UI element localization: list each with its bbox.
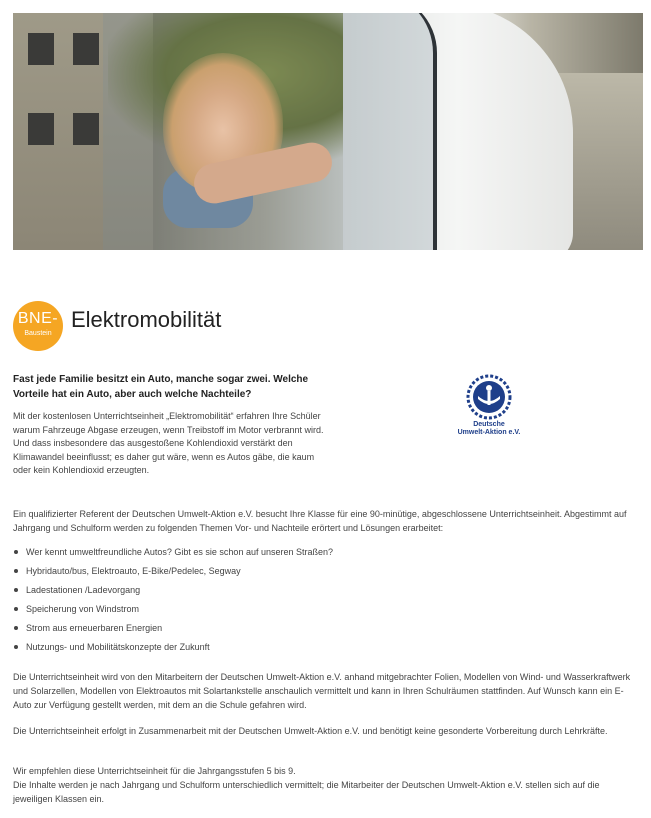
bullet-icon [14, 569, 18, 573]
title-row [13, 300, 413, 352]
lead-text: Fast jede Familie besitzt ein Auto, manche sogar zwei. Welche Vorteile hat ein Auto, aber auch welche Nachteile? [13, 374, 309, 400]
list-item [13, 545, 333, 564]
zusammenarbeit-paragraph: Die Unterrichtseinheit erfolgt in Zusammenarbeit mit der Deutschen Umwelt-Aktion e.V. und benötigt keine gesonderte Vorbereitung durch Lehrkräfte. [13, 726, 608, 736]
bne-badge-sublabel: Baustein [24, 330, 52, 337]
bullet-icon [14, 607, 18, 611]
mitarbeiter-paragraph: Die Unterrichtseinheit wird von den Mitarbeitern der Deutschen Umwelt-Aktion e.V. anhand mitgebrachter Folien, Modellen von Wind- und Wasserkraftwerk und Solarzellen, Modellen von Elektroautos mit Solartankstelle anschaulich vermittelt und kann in Ihren Schulräumen stattfinden. Auf Wunsch kann ein E-Auto zur Verfügung gestellt werden, mit dem an die Schule gefahren wird. [13, 672, 631, 710]
bullet-icon [14, 645, 18, 649]
bne-badge-label: BNE- [17, 310, 59, 327]
list-item-text: Hybridauto/bus, Elektroauto, E-Bike/Pedelec, Segway [26, 566, 241, 576]
logo-line-2: Umwelt-Aktion e.V. [457, 429, 521, 436]
logo-line-1: Deutsche [473, 421, 505, 428]
topics-list [13, 545, 333, 659]
bullet-icon [14, 626, 18, 630]
list-item [13, 583, 333, 602]
referent-paragraph: Ein qualifizierter Referent der Deutschen Umwelt-Aktion e.V. besucht Ihre Klasse für eine 90-minütige, abgeschlossene Unterrichtseinheit. Abgestimmt auf Jahrgang und Schulform werden zu folgenden Themen Vor- und Nachteile erörtert und Lösungen erarbeitet: [13, 509, 627, 533]
list-item [13, 640, 333, 659]
bullet-icon [14, 550, 18, 554]
empfehlung-paragraph: Wir empfehlen diese Unterrichtseinheit für die Jahrgangsstufen 5 bis 9. [13, 766, 296, 776]
list-item-text: Speicherung von Windstrom [26, 604, 140, 614]
list-item-text: Nutzungs- und Mobilitätskonzepte der Zukunft [26, 642, 210, 652]
bne-badge [13, 301, 63, 351]
list-item-text: Wer kennt umweltfreundliche Autos? Gibt es sie schon auf unseren Straßen? [26, 547, 334, 557]
list-item [13, 602, 333, 621]
umwelt-aktion-emblem-icon [463, 373, 515, 421]
hero-image [13, 13, 643, 250]
umwelt-aktion-logo [452, 373, 526, 441]
intro-text: Mit der kostenlosen Unterrichtseinheit „Elektromobilität“ erfahren Ihre Schüler warum Fahrzeuge Abgase erzeugen, wenn Treibstoff im Motor verbrannt wird. Und dass insbesondere das ausgestoßene Kohlendioxid verstärkt den Klimawandel beeinflusst; es daher gut wäre, wenn es Autos gäbe, die kaum oder kein Kohlendioxid erzeugten. [13, 411, 324, 475]
list-item [13, 564, 333, 583]
list-item [13, 621, 333, 640]
list-item-text: Strom aus erneuerbaren Energien [26, 623, 163, 633]
bullet-icon [14, 588, 18, 592]
page-title: Elektromobilität [71, 307, 222, 332]
list-item-text: Ladestationen /Ladevorgang [26, 585, 141, 595]
inhalte-paragraph: Die Inhalte werden je nach Jahrgang und Schulform unterschiedlich vermittelt; die Mitarbeiter der Deutschen Umwelt-Aktion e.V. stellen sich auf die jeweiligen Klassen ein. [13, 780, 600, 804]
